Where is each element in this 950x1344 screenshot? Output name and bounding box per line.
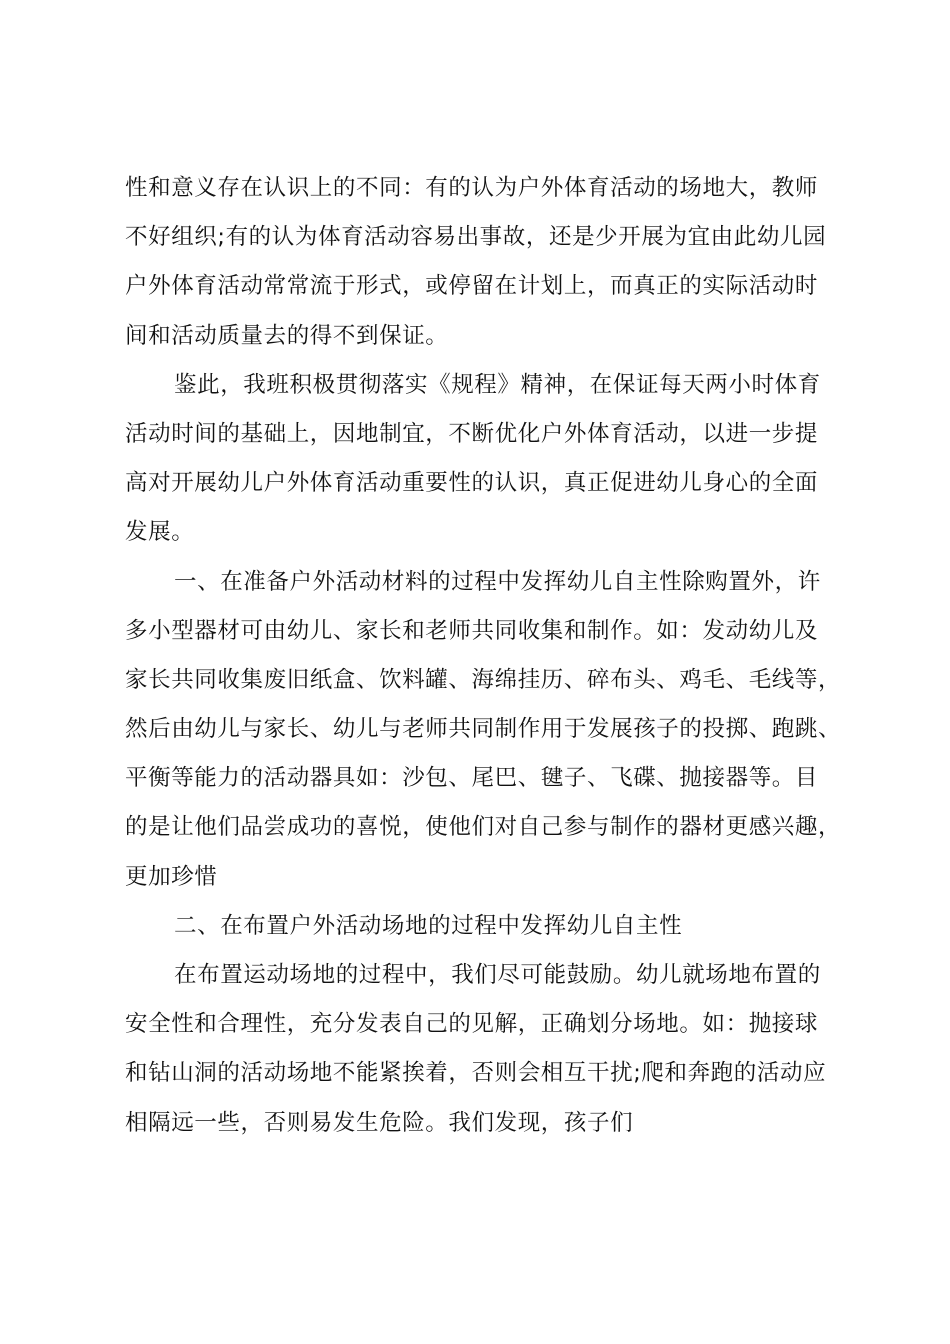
text-line: 发展。 xyxy=(125,519,195,546)
text-line: 多小型器材可由幼儿、家长和老师共同收集和制作。如：发动幼儿及 xyxy=(125,617,819,644)
text-line: 然后由幼儿与家长、幼儿与老师共同制作用于发展孩子的投掷、跑跳、 xyxy=(125,716,842,743)
text-line: 不好组织;有的认为体育活动容易出事故，还是少开展为宜由此幼儿园 xyxy=(125,224,827,251)
text-line: 家长共同收集废旧纸盒、饮料罐、海绵挂历、碎布头、鸡毛、毛线等， xyxy=(125,666,842,693)
document-body xyxy=(125,164,841,1148)
paragraph-first-line: 鉴此，我班积极贯彻落实《规程》精神，在保证每天两小时体育 xyxy=(174,371,821,398)
text-line: 户外体育活动常常流于形式，或停留在计划上，而真正的实际活动时 xyxy=(125,273,819,300)
text-line: 和钻山洞的活动场地不能紧挨着，否则会相互干扰;爬和奔跑的活动应 xyxy=(125,1060,827,1087)
text-line: 间和活动质量去的得不到保证。 xyxy=(125,322,449,349)
text-line: 活动时间的基础上，因地制宜，不断优化户外体育活动，以进一步提 xyxy=(125,420,819,447)
section-heading: 二、在布置户外活动场地的过程中发挥幼儿自主性 xyxy=(174,912,683,939)
text-line: 更加珍惜 xyxy=(125,863,218,890)
text-line: 平衡等能力的活动器具如：沙包、尾巴、毽子、飞碟、抛接器等。目 xyxy=(125,765,819,792)
text-line: 安全性和合理性，充分发表自己的见解，正确划分场地。如：抛接球 xyxy=(125,1011,819,1038)
text-line: 性和意义存在认识上的不同：有的认为户外体育活动的场地大，教师 xyxy=(125,175,819,201)
paragraph-first-line: 在布置运动场地的过程中，我们尽可能鼓励。幼儿就场地布置的 xyxy=(174,962,821,988)
text-line: 高对开展幼儿户外体育活动重要性的认识，真正促进幼儿身心的全面 xyxy=(125,470,819,497)
paragraph-first-line: 一、在准备户外活动材料的过程中发挥幼儿自主性除购置外，许 xyxy=(174,568,821,595)
text-line: 相隔远一些，否则易发生危险。我们发现，孩子们 xyxy=(125,1109,634,1136)
text-line: 的是让他们品尝成功的喜悦，使他们对自己参与制作的器材更感兴趣， xyxy=(125,814,842,841)
